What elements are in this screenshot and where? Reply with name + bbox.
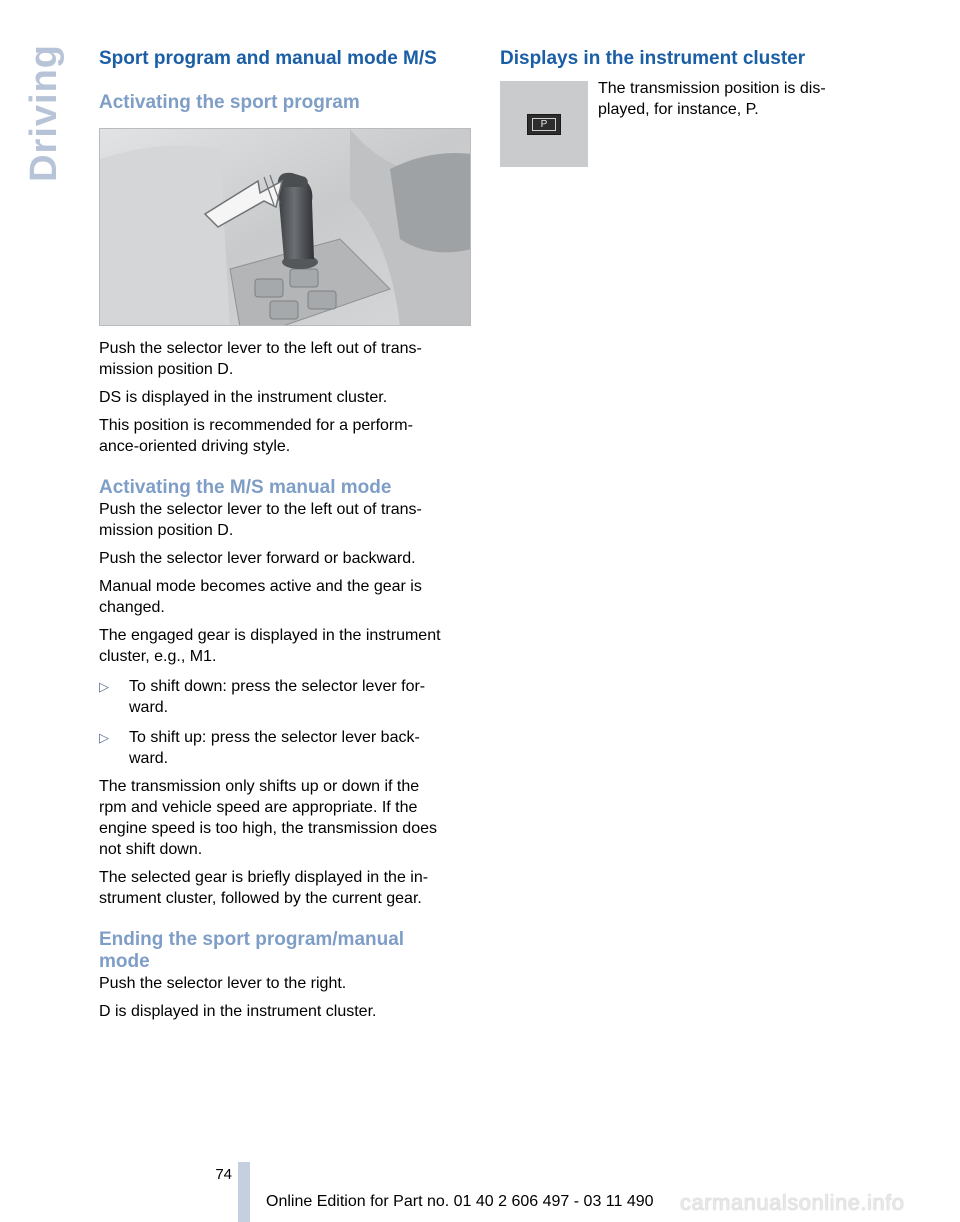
manual-mode-text bbox=[99, 499, 474, 909]
bullet-line: ward. bbox=[129, 750, 169, 767]
body-line: mission position D. bbox=[99, 361, 234, 378]
bullet-text bbox=[129, 676, 474, 718]
body-line: The engaged gear is displayed in the instrument bbox=[99, 627, 441, 644]
body-line: Manual mode becomes active and the gear is bbox=[99, 578, 422, 595]
heading-ending-sport-manual bbox=[99, 929, 474, 973]
transmission-position-display-icon bbox=[500, 81, 588, 167]
cluster-display-chip bbox=[527, 114, 561, 135]
watermark: carmanualsonline.info bbox=[680, 1190, 905, 1215]
triangle-bullet-icon: ▷ bbox=[99, 730, 109, 745]
list-item bbox=[99, 676, 474, 718]
bullet-line: To shift up: press the selector lever back- bbox=[129, 729, 420, 746]
section-title-sport-manual: Sport program and manual mode M/S bbox=[99, 48, 437, 69]
heading-line: mode bbox=[99, 951, 150, 972]
body-line: Push the selector lever forward or backward. bbox=[99, 550, 416, 567]
footer-accent-bar bbox=[238, 1162, 250, 1222]
body-line: Push the selector lever to the left out of trans- bbox=[99, 501, 422, 518]
body-line: not shift down. bbox=[99, 841, 203, 858]
selector-lever-photo bbox=[99, 128, 471, 326]
body-line: The transmission position is dis- bbox=[598, 80, 826, 97]
bullet-text bbox=[129, 727, 474, 769]
body-line: The transmission only shifts up or down if the bbox=[99, 778, 420, 795]
bullet-line: ward. bbox=[129, 699, 169, 716]
body-line: Push the selector lever to the left out of trans- bbox=[99, 340, 422, 357]
right-column bbox=[500, 46, 870, 130]
body-line: This position is recommended for a perform- bbox=[99, 417, 413, 434]
body-line: DS is displayed in the instrument cluster. bbox=[99, 389, 388, 406]
chapter-side-tab bbox=[22, 44, 66, 184]
body-line: ance-oriented driving style. bbox=[99, 438, 291, 455]
section-title-instrument-cluster: Displays in the instrument cluster bbox=[500, 48, 806, 69]
body-line: cluster, e.g., M1. bbox=[99, 648, 217, 665]
body-line: The selected gear is briefly displayed in the in- bbox=[99, 869, 429, 886]
page-number: 74 bbox=[215, 1166, 232, 1183]
body-line: played, for instance, P. bbox=[598, 101, 759, 118]
left-column bbox=[99, 46, 474, 1022]
sport-program-text bbox=[99, 338, 474, 457]
body-line: changed. bbox=[99, 599, 165, 616]
body-line: strument cluster, followed by the current gear. bbox=[99, 890, 422, 907]
cluster-symbol: P bbox=[532, 118, 556, 131]
body-line: Push the selector lever to the right. bbox=[99, 975, 347, 992]
body-line: engine speed is too high, the transmission does bbox=[99, 820, 437, 837]
heading-line: Ending the sport program/manual bbox=[99, 929, 405, 950]
body-line: rpm and vehicle speed are appropriate. If the bbox=[99, 799, 418, 816]
body-line: D is displayed in the instrument cluster. bbox=[99, 1003, 377, 1020]
edition-footer: Online Edition for Part no. 01 40 2 606 497 - 03 11 490 bbox=[266, 1193, 654, 1210]
body-line: mission position D. bbox=[99, 522, 234, 539]
list-item bbox=[99, 727, 474, 769]
ending-text bbox=[99, 973, 474, 1022]
selector-lever-illustration bbox=[100, 129, 471, 326]
heading-activating-manual-mode: Activating the M/S manual mode bbox=[99, 477, 392, 498]
heading-activating-sport-program: Activating the sport program bbox=[99, 92, 360, 113]
bullet-line: To shift down: press the selector lever for- bbox=[129, 678, 426, 695]
chapter-label: Driving bbox=[23, 44, 65, 182]
triangle-bullet-icon: ▷ bbox=[99, 679, 109, 694]
cluster-description bbox=[598, 78, 870, 120]
